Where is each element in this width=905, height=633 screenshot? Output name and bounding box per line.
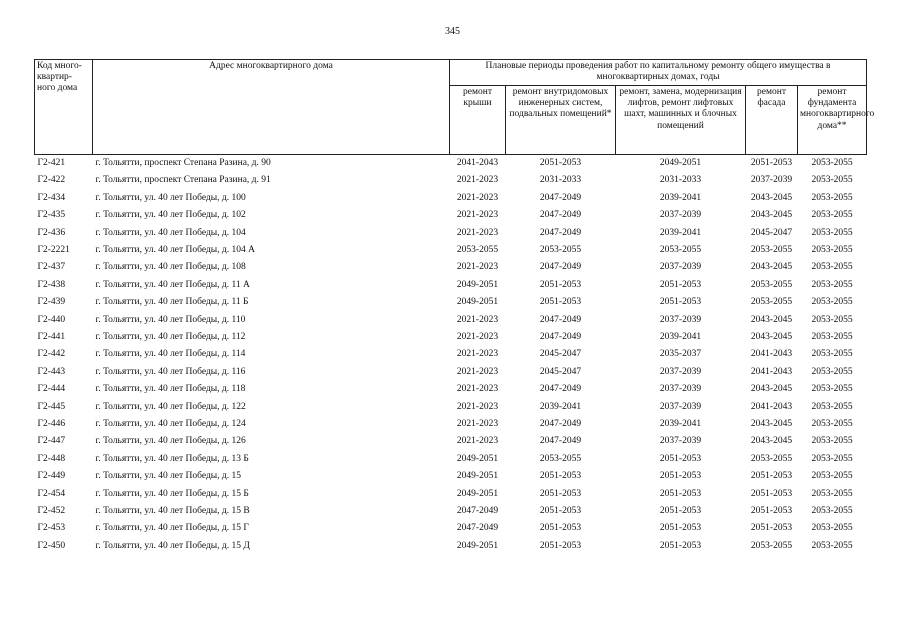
- header-code: Код много-квартир-ного дома: [35, 60, 93, 155]
- cell-address: г. Тольятти, ул. 40 лет Победы, д. 104: [95, 227, 246, 238]
- cell-address: г. Тольятти, ул. 40 лет Победы, д. 100: [95, 192, 246, 203]
- cell-facade: 2051-2053: [750, 523, 793, 534]
- cell-address: г. Тольятти, ул. 40 лет Победы, д. 13 Б: [95, 453, 249, 464]
- table-row: [35, 538, 867, 555]
- cell-foundation: 2053-2055: [811, 471, 853, 482]
- cell-code: Г2-442: [37, 349, 66, 360]
- cell-engineering: 2047-2049: [539, 436, 582, 447]
- cell-elevators: 2037-2039: [659, 314, 702, 325]
- cell-roof: 2021-2023: [456, 210, 499, 221]
- table-row: [35, 381, 867, 398]
- cell-facade: 2043-2045: [750, 210, 793, 221]
- cell-foundation: 2053-2055: [811, 349, 853, 360]
- cell-engineering: 2047-2049: [539, 262, 582, 273]
- cell-roof: 2021-2023: [456, 175, 499, 186]
- cell-foundation: 2053-2055: [811, 384, 853, 395]
- cell-elevators: 2039-2041: [659, 192, 702, 203]
- cell-facade: 2041-2043: [750, 401, 793, 412]
- header-elevators: ремонт, замена, модернизация лифтов, ремонт лифтовых шахт, машинных и блочных помещений: [616, 86, 746, 155]
- cell-roof: 2021-2023: [456, 366, 499, 377]
- cell-roof: 2021-2023: [456, 314, 499, 325]
- cell-elevators: 2037-2039: [659, 366, 702, 377]
- cell-facade: 2053-2055: [750, 297, 793, 308]
- cell-foundation: 2053-2055: [811, 297, 853, 308]
- table-row: [35, 485, 867, 502]
- cell-engineering: 2039-2041: [539, 401, 582, 412]
- table-row: [35, 451, 867, 468]
- cell-roof: 2049-2051: [456, 488, 499, 499]
- cell-code: Г2-439: [37, 297, 66, 308]
- cell-elevators: 2037-2039: [659, 384, 702, 395]
- table-row: [35, 364, 867, 381]
- cell-code: Г2-434: [37, 192, 66, 203]
- cell-engineering: 2051-2053: [539, 297, 582, 308]
- cell-foundation: 2053-2055: [811, 453, 853, 464]
- table-row: [35, 242, 867, 259]
- cell-roof: 2021-2023: [456, 349, 499, 360]
- cell-address: г. Тольятти, ул. 40 лет Победы, д. 108: [95, 262, 246, 273]
- cell-elevators: 2049-2051: [659, 158, 702, 169]
- cell-roof: 2021-2023: [456, 401, 499, 412]
- cell-foundation: 2053-2055: [811, 262, 853, 273]
- cell-facade: 2043-2045: [750, 384, 793, 395]
- cell-code: Г2-450: [37, 540, 66, 551]
- cell-address: г. Тольятти, ул. 40 лет Победы, д. 116: [95, 366, 246, 377]
- cell-elevators: 2037-2039: [659, 436, 702, 447]
- cell-elevators: 2051-2053: [659, 523, 702, 534]
- table-row: [35, 225, 867, 242]
- cell-address: г. Тольятти, ул. 40 лет Победы, д. 118: [95, 384, 246, 395]
- cell-code: Г2-438: [37, 279, 66, 290]
- cell-facade: 2037-2039: [750, 175, 793, 186]
- cell-engineering: 2047-2049: [539, 332, 582, 342]
- cell-address: г. Тольятти, ул. 40 лет Победы, д. 104 А: [95, 245, 255, 256]
- cell-address: г. Тольятти, ул. 40 лет Победы, д. 15 Г: [95, 523, 249, 534]
- cell-foundation: 2053-2055: [811, 366, 853, 377]
- cell-engineering: 2051-2053: [539, 158, 582, 169]
- cell-code: Г2-454: [37, 488, 66, 499]
- cell-code: Г2-449: [37, 471, 66, 482]
- cell-code: Г2-436: [37, 227, 66, 238]
- cell-roof: 2049-2051: [456, 540, 499, 551]
- cell-address: г. Тольятти, ул. 40 лет Победы, д. 110: [95, 314, 246, 325]
- cell-roof: 2021-2023: [456, 384, 499, 395]
- cell-code: Г2-2221: [37, 245, 70, 256]
- cell-address: г. Тольятти, ул. 40 лет Победы, д. 126: [95, 436, 246, 447]
- cell-engineering: 2051-2053: [539, 471, 582, 482]
- cell-facade: 2053-2055: [750, 453, 793, 464]
- cell-elevators: 2035-2037: [659, 349, 702, 360]
- table-row: [35, 190, 867, 207]
- cell-engineering: 2051-2053: [539, 488, 582, 499]
- cell-code: Г2-445: [37, 401, 66, 412]
- cell-address: г. Тольятти, ул. 40 лет Победы, д. 15 В: [95, 505, 250, 516]
- cell-engineering: 2051-2053: [539, 523, 582, 534]
- table-row: [35, 259, 867, 276]
- header-engineering: ремонт внутридомовых инженерных систем, подвальных помещений*: [506, 86, 616, 155]
- cell-roof: 2021-2023: [456, 192, 499, 203]
- cell-foundation: 2053-2055: [811, 279, 853, 290]
- cell-elevators: 2051-2053: [659, 505, 702, 516]
- cell-engineering: 2053-2055: [539, 245, 582, 256]
- cell-foundation: 2053-2055: [811, 332, 853, 342]
- cell-address: г. Тольятти, ул. 40 лет Победы, д. 112: [95, 332, 246, 342]
- cell-code: Г2-443: [37, 366, 66, 377]
- cell-code: Г2-435: [37, 210, 66, 221]
- cell-code: Г2-421: [37, 158, 66, 169]
- cell-foundation: 2053-2055: [811, 314, 853, 325]
- table-row: [35, 520, 867, 537]
- header-roof: ремонт крыши: [450, 86, 506, 155]
- cell-roof: 2049-2051: [456, 279, 499, 290]
- cell-address: г. Тольятти, ул. 40 лет Победы, д. 122: [95, 401, 246, 412]
- cell-engineering: 2047-2049: [539, 192, 582, 203]
- table-row: [35, 155, 867, 173]
- table-row: [35, 503, 867, 520]
- header-facade: ремонт фасада: [746, 86, 798, 155]
- cell-address: г. Тольятти, ул. 40 лет Победы, д. 114: [95, 349, 246, 360]
- cell-elevators: 2037-2039: [659, 262, 702, 273]
- cell-engineering: 2047-2049: [539, 227, 582, 238]
- table-body: [35, 155, 867, 555]
- cell-facade: 2043-2045: [750, 314, 793, 325]
- cell-roof: 2049-2051: [456, 297, 499, 308]
- cell-engineering: 2045-2047: [539, 366, 582, 377]
- cell-engineering: 2053-2055: [539, 453, 582, 464]
- cell-facade: 2043-2045: [750, 192, 793, 203]
- cell-code: Г2-444: [37, 384, 66, 395]
- cell-address: г. Тольятти, ул. 40 лет Победы, д. 15 Б: [95, 488, 249, 499]
- cell-facade: 2053-2055: [750, 245, 793, 256]
- cell-elevators: 2051-2053: [659, 279, 702, 290]
- cell-address: г. Тольятти, ул. 40 лет Победы, д. 11 Б: [95, 297, 249, 308]
- page-number: 345: [445, 26, 460, 37]
- cell-elevators: 2051-2053: [659, 297, 702, 308]
- repair-schedule-table: [34, 59, 875, 555]
- cell-elevators: 2051-2053: [659, 453, 702, 464]
- cell-engineering: 2051-2053: [539, 540, 582, 551]
- cell-elevators: 2039-2041: [659, 332, 702, 342]
- cell-roof: 2047-2049: [456, 523, 499, 534]
- cell-code: Г2-437: [37, 262, 66, 273]
- cell-facade: 2043-2045: [750, 418, 793, 429]
- cell-facade: 2051-2053: [750, 158, 793, 169]
- table-row: [35, 416, 867, 433]
- cell-foundation: 2053-2055: [811, 418, 853, 429]
- cell-code: Г2-440: [37, 314, 66, 325]
- cell-roof: 2021-2023: [456, 262, 499, 273]
- table-row: [35, 294, 867, 311]
- cell-code: Г2-446: [37, 418, 66, 429]
- cell-elevators: 2053-2055: [659, 245, 702, 256]
- cell-code: Г2-452: [37, 505, 66, 516]
- table-row: [35, 329, 867, 346]
- header-periods-group: Плановые периоды проведения работ по капитальному ремонту общего имущества в многоквартирных домах, годы: [450, 60, 867, 86]
- cell-elevators: 2039-2041: [659, 418, 702, 429]
- cell-facade: 2041-2043: [750, 366, 793, 377]
- cell-engineering: 2047-2049: [539, 210, 582, 221]
- table-row: [35, 172, 867, 189]
- cell-foundation: 2053-2055: [811, 192, 853, 203]
- header-address: Адрес многоквартирного дома: [93, 60, 450, 155]
- cell-foundation: 2053-2055: [811, 210, 853, 221]
- cell-foundation: 2053-2055: [811, 436, 853, 447]
- table-row: [35, 312, 867, 329]
- cell-address: г. Тольятти, ул. 40 лет Победы, д. 15 Д: [95, 540, 250, 551]
- table-row: [35, 468, 867, 485]
- cell-address: г. Тольятти, ул. 40 лет Победы, д. 15: [95, 471, 242, 482]
- cell-elevators: 2051-2053: [659, 471, 702, 482]
- cell-facade: 2051-2053: [750, 488, 793, 499]
- cell-roof: 2021-2023: [456, 227, 499, 238]
- cell-elevators: 2051-2053: [659, 488, 702, 499]
- cell-foundation: 2053-2055: [811, 401, 853, 412]
- cell-engineering: 2047-2049: [539, 384, 582, 395]
- cell-engineering: 2047-2049: [539, 314, 582, 325]
- cell-code: Г2-441: [37, 332, 66, 342]
- cell-address: г. Тольятти, проспект Степана Разина, д. 90: [95, 158, 271, 169]
- cell-facade: 2043-2045: [750, 262, 793, 273]
- cell-elevators: 2031-2033: [659, 175, 702, 186]
- cell-roof: 2049-2051: [456, 453, 499, 464]
- table-row: [35, 346, 867, 363]
- cell-roof: 2021-2023: [456, 332, 499, 342]
- cell-foundation: 2053-2055: [811, 540, 853, 551]
- cell-facade: 2043-2045: [750, 436, 793, 447]
- cell-code: Г2-447: [37, 436, 66, 447]
- cell-foundation: 2053-2055: [811, 523, 853, 534]
- cell-facade: 2045-2047: [750, 227, 793, 238]
- cell-roof: 2021-2023: [456, 418, 499, 429]
- cell-roof: 2021-2023: [456, 436, 499, 447]
- cell-foundation: 2053-2055: [811, 488, 853, 499]
- cell-engineering: 2031-2033: [539, 175, 582, 186]
- cell-address: г. Тольятти, ул. 40 лет Победы, д. 102: [95, 210, 246, 221]
- cell-elevators: 2037-2039: [659, 401, 702, 412]
- cell-foundation: 2053-2055: [811, 505, 853, 516]
- cell-roof: 2049-2051: [456, 471, 499, 482]
- table-row: [35, 398, 867, 415]
- cell-foundation: 2053-2055: [811, 175, 853, 186]
- cell-facade: 2051-2053: [750, 471, 793, 482]
- header-foundation: ремонт фундамента многоквартирного дома**: [798, 86, 867, 155]
- cell-foundation: 2053-2055: [811, 245, 853, 256]
- cell-roof: 2047-2049: [456, 505, 499, 516]
- cell-foundation: 2053-2055: [811, 227, 853, 238]
- cell-roof: 2041-2043: [456, 158, 499, 169]
- cell-roof: 2053-2055: [456, 245, 499, 256]
- cell-engineering: 2045-2047: [539, 349, 582, 360]
- cell-facade: 2041-2043: [750, 349, 793, 360]
- cell-elevators: 2037-2039: [659, 210, 702, 221]
- cell-facade: 2053-2055: [750, 540, 793, 551]
- table-row: [35, 277, 867, 294]
- cell-facade: 2053-2055: [750, 279, 793, 290]
- cell-code: Г2-453: [37, 523, 66, 534]
- cell-facade: 2043-2045: [750, 332, 793, 342]
- cell-facade: 2051-2053: [750, 505, 793, 516]
- cell-elevators: 2039-2041: [659, 227, 702, 238]
- cell-elevators: 2051-2053: [659, 540, 702, 551]
- cell-address: г. Тольятти, ул. 40 лет Победы, д. 124: [95, 418, 246, 429]
- cell-engineering: 2051-2053: [539, 505, 582, 516]
- cell-foundation: 2053-2055: [811, 158, 853, 169]
- table-row: [35, 433, 867, 450]
- cell-address: г. Тольятти, проспект Степана Разина, д. 91: [95, 175, 271, 186]
- cell-engineering: 2047-2049: [539, 418, 582, 429]
- cell-address: г. Тольятти, ул. 40 лет Победы, д. 11 А: [95, 279, 250, 290]
- cell-engineering: 2051-2053: [539, 279, 582, 290]
- cell-code: Г2-422: [37, 175, 66, 186]
- cell-code: Г2-448: [37, 453, 66, 464]
- table-row: [35, 207, 867, 224]
